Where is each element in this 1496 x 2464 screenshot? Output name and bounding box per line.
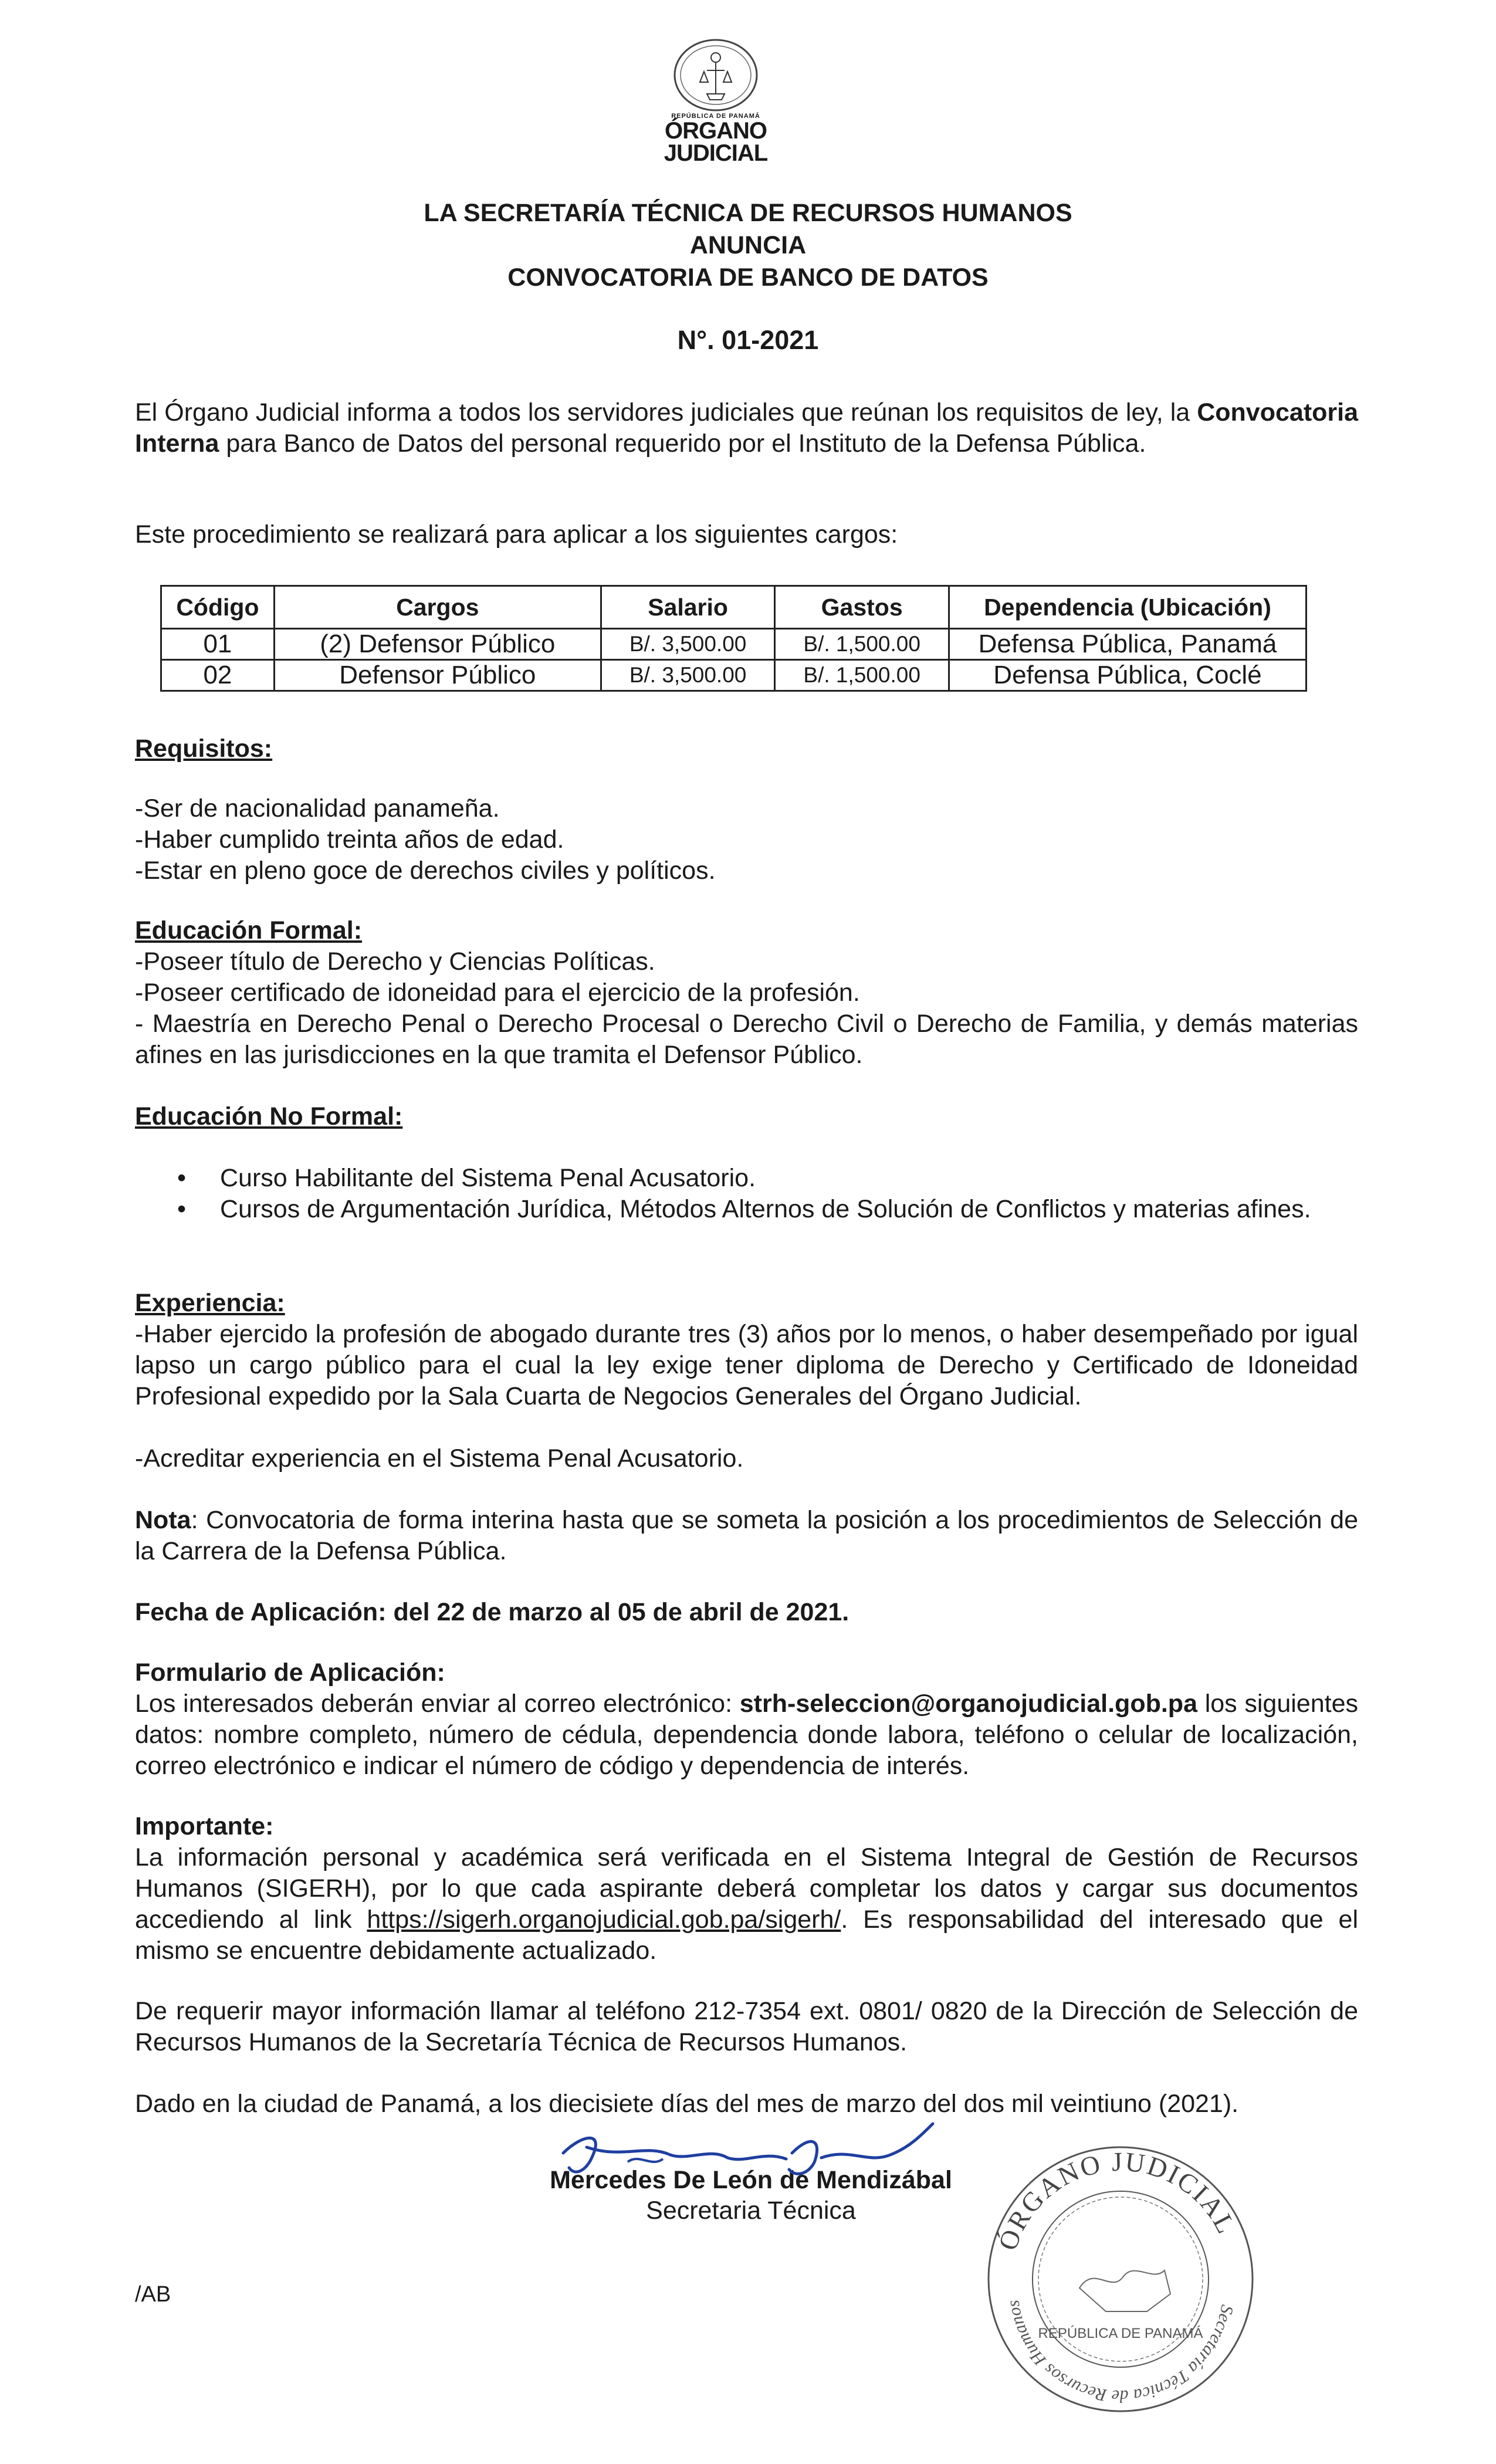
experiencia-paragraph-2: -Acreditar experiencia en el Sistema Penal Acusatorio.: [135, 1444, 744, 1473]
justice-seal-icon: [672, 35, 760, 111]
importante-paragraph: [135, 1842, 1358, 1967]
signatory-role: Secretaria Técnica: [646, 2196, 856, 2225]
procedure-paragraph: Este procedimiento se realizará para aplicar a los siguientes cargos:: [135, 520, 898, 549]
experiencia-title: Experiencia:: [135, 1289, 285, 1317]
stamp-inner-text: Secretaría Técnica de Recursos Humanos: [1003, 2299, 1237, 2407]
seal-org-line1: ÓRGANO: [665, 118, 767, 144]
importante-text-a: La información personal y académica será verificada en el Sistema Integral de Gestión de Recursos Humanos (SIGERH), por lo que cada aspirante deberá completar los datos y cargar sus documentos accediendo al link: [135, 1843, 1358, 1934]
formulario-title: Formulario de Aplicación:: [135, 1659, 445, 1687]
sigerh-link[interactable]: https://sigerh.organojudicial.gob.pa/sigerh/: [367, 1905, 841, 1934]
initials: /AB: [135, 2282, 171, 2307]
table-header-cell: Gastos: [775, 586, 949, 629]
table-cell: Defensor Público: [274, 660, 601, 691]
table-cell: 02: [161, 660, 275, 691]
intro-paragraph: [135, 397, 1358, 459]
svg-text:ÓRGANO JUDICIAL: [992, 2147, 1242, 2255]
list-item: -Poseer título de Derecho y Ciencias Políticas.: [135, 947, 655, 976]
requisitos-title: Requisitos:: [135, 735, 273, 763]
intro-text-a: El Órgano Judicial informa a todos los servidores judiciales que reúnan los requisitos de ley, la: [135, 398, 1197, 427]
formulario-text-a: Los interesados deberán enviar al correo electrónico:: [135, 1690, 740, 1718]
dado-paragraph: Dado en la ciudad de Panamá, a los diecisiete días del mes de marzo del dos mil veintiuno (2021).: [135, 2090, 1239, 2118]
document-number: N°. 01-2021: [677, 325, 819, 355]
handwritten-signature-icon: [540, 2112, 962, 2194]
signatory-name: Mercedes De León de Mendizábal: [550, 2166, 952, 2194]
heading-line-1: LA SECRETARÍA TÉCNICA DE RECURSOS HUMANOS: [424, 199, 1072, 227]
educacion-no-formal-list: [135, 1163, 1358, 1225]
table-cell: Defensa Pública, Coclé: [949, 660, 1306, 691]
intro-text-b: para Banco de Datos del personal requerido por el Instituto de la Defensa Pública.: [219, 429, 1146, 458]
formulario-paragraph: [135, 1688, 1358, 1782]
importante-title: Importante:: [135, 1812, 274, 1840]
seal-republic-text: REPÚBLICA DE PANAMÁ: [671, 113, 760, 120]
nota-text: : Convocatoria de forma interina hasta que se someta la posición a los procedimientos de Selección de la Carrera de la Defensa Pública.: [135, 1506, 1358, 1565]
official-stamp: [977, 2135, 1264, 2423]
educacion-formal-list: [135, 946, 1358, 1071]
heading-line-3: CONVOCATORIA DE BANCO DE DATOS: [507, 263, 989, 292]
educacion-no-formal-title: Educación No Formal:: [135, 1102, 403, 1131]
table-header-row: [161, 586, 1307, 629]
table-row: [161, 660, 1307, 691]
requisitos-list: [135, 793, 1358, 886]
svg-text:Secretaría Técnica de Recursos: [1003, 2299, 1237, 2407]
list-item: -Poseer certificado de idoneidad para el ejercicio de la profesión.: [135, 979, 860, 1007]
experiencia-paragraph: -Haber ejercido la profesión de abogado durante tres (3) años por lo menos, o haber desempeñado por igual lapso un cargo público para el cual la ley exige tener diploma de Derecho y Certificado de Idoneidad Profesional expedido por la Sala Cuarta de Negocios Generales del Órgano Judicial.: [135, 1320, 1358, 1410]
contacto-paragraph: De requerir mayor información llamar al teléfono 212-7354 ext. 0801/ 0820 de la Dirección de Selección de Recursos Humanos de la Secretaría Técnica de Recursos Humanos.: [135, 1997, 1358, 2056]
table-header-cell: Código: [161, 586, 275, 629]
signature-block: [516, 2165, 986, 2226]
stamp-center-text: REPÚBLICA DE PANAMÁ: [1038, 2326, 1203, 2341]
table-cell: B/. 3,500.00: [601, 660, 775, 691]
organo-judicial-logo: [660, 35, 771, 164]
formulario-text-b: los siguientes datos: nombre completo, número de cédula, dependencia donde labora, teléfono o celular de localización, correo electrónico e indicar el número de código y dependencia de interés.: [135, 1690, 1358, 1780]
nota-label: Nota: [135, 1506, 191, 1534]
heading-line-2: ANUNCIA: [689, 231, 807, 259]
list-item: - Maestría en Derecho Penal o Derecho Procesal o Derecho Civil o Derecho de Familia, y demás materias afines en las jurisdicciones en la que tramita el Defensor Público.: [135, 1010, 1358, 1069]
cargos-table: [160, 585, 1307, 692]
table-row: [161, 629, 1307, 660]
table-cell: B/. 1,500.00: [775, 660, 949, 691]
stamp-outer-text: ÓRGANO JUDICIAL: [992, 2146, 1243, 2255]
email-address[interactable]: strh-seleccion@organojudicial.gob.pa: [739, 1690, 1197, 1718]
seal-org-line2: JUDICIAL: [664, 140, 768, 166]
table-header-cell: Dependencia (Ubicación): [949, 586, 1306, 629]
importante-text-b: . Es responsabilidad del interesado que el mismo se encuentre debidamente actualizado.: [135, 1905, 1358, 1965]
list-item: -Estar en pleno goce de derechos civiles y políticos.: [135, 857, 716, 885]
nota-paragraph: [135, 1505, 1358, 1567]
intro-text-bold: Convocatoria Interna: [135, 398, 1358, 458]
table-cell: Defensa Pública, Panamá: [949, 629, 1306, 660]
table-cell: (2) Defensor Público: [274, 629, 601, 660]
table-header-cell: Salario: [601, 586, 775, 629]
table-cell: B/. 1,500.00: [775, 629, 949, 660]
list-item: -Ser de nacionalidad panameña.: [135, 794, 500, 823]
educacion-formal-title: Educación Formal:: [135, 916, 363, 945]
table-cell: 01: [161, 629, 275, 660]
list-item: -Haber cumplido treinta años de edad.: [135, 825, 564, 854]
fecha-aplicacion: Fecha de Aplicación: del 22 de marzo al 05 de abril de 2021.: [135, 1598, 849, 1626]
stamp-seal-icon: [977, 2135, 1264, 2423]
list-item: • Cursos de Argumentación Jurídica, Métodos Alternos de Solución de Conflictos y materias afines.: [135, 1194, 1358, 1225]
table-cell: B/. 3,500.00: [601, 629, 775, 660]
list-item: • Curso Habilitante del Sistema Penal Acusatorio.: [135, 1163, 1358, 1194]
table-header-cell: Cargos: [274, 586, 601, 629]
